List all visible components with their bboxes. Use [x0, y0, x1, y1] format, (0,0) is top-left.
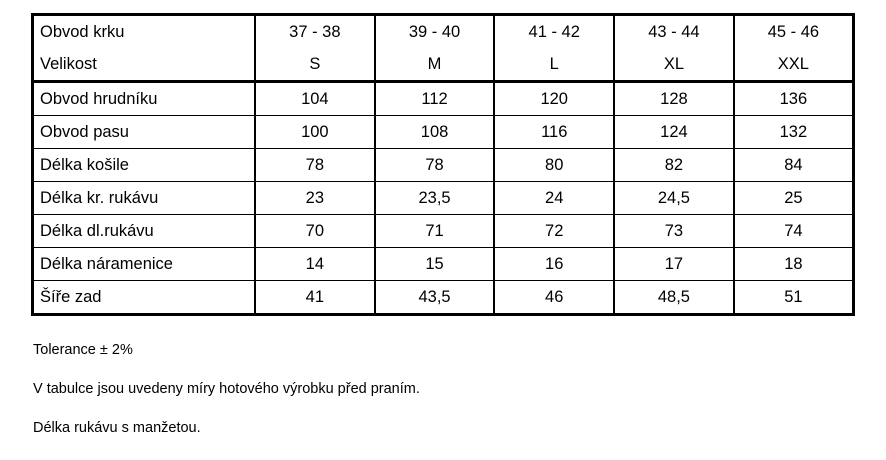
- row-value: 82: [614, 149, 734, 182]
- row-value: 104: [255, 82, 375, 116]
- row-value: S: [255, 48, 375, 82]
- row-label: Délka náramenice: [33, 248, 256, 281]
- row-label: Obvod krku: [33, 15, 256, 49]
- size-table: [31, 13, 855, 316]
- row-value: 18: [734, 248, 854, 281]
- row-label: Délka kr. rukávu: [33, 182, 256, 215]
- row-value: L: [494, 48, 614, 82]
- row-value: 39 - 40: [375, 15, 495, 49]
- row-value: 24,5: [614, 182, 734, 215]
- row-value: 112: [375, 82, 495, 116]
- row-value: 25: [734, 182, 854, 215]
- row-label: Velikost: [33, 48, 256, 82]
- table-row: [33, 149, 854, 182]
- row-value: 70: [255, 215, 375, 248]
- note-measurements: V tabulce jsou uvedeny míry hotového výrobku před praním.: [33, 380, 420, 397]
- row-value: 100: [255, 116, 375, 149]
- row-value: 84: [734, 149, 854, 182]
- row-value: XL: [614, 48, 734, 82]
- row-value: 45 - 46: [767, 23, 820, 41]
- row-value: 15: [375, 248, 495, 281]
- note-tolerance: Tolerance ± 2%: [33, 342, 133, 358]
- size-table-body: [33, 15, 854, 315]
- row-value: 128: [614, 82, 734, 116]
- row-value: 120: [494, 82, 614, 116]
- row-value: 51: [784, 288, 803, 306]
- table-row: [33, 281, 854, 315]
- row-value: 14: [255, 248, 375, 281]
- row-value: 41: [255, 281, 375, 315]
- table-row: [33, 248, 854, 281]
- row-value: M: [375, 48, 495, 82]
- row-label: Šíře zad: [33, 281, 256, 315]
- row-value: 124: [614, 116, 734, 149]
- row-value: XXL: [734, 48, 854, 82]
- row-value: 73: [614, 215, 734, 248]
- row-label: Délka košile: [33, 149, 256, 182]
- row-value: 78: [375, 149, 495, 182]
- table-row: [33, 182, 854, 215]
- notes-section: [33, 343, 833, 460]
- table-row: [33, 48, 854, 82]
- row-value: 16: [494, 248, 614, 281]
- row-label: Obvod pasu: [33, 116, 256, 149]
- row-value: 72: [494, 215, 614, 248]
- table-row: [33, 82, 854, 116]
- row-value: 80: [494, 149, 614, 182]
- row-value: 136: [734, 82, 854, 116]
- row-value: 37 - 38: [255, 15, 375, 49]
- row-value: 43 - 44: [614, 15, 734, 49]
- table-row: [33, 15, 854, 49]
- row-value: 23,5: [375, 182, 495, 215]
- row-value: 24: [494, 182, 614, 215]
- row-value: 17: [614, 248, 734, 281]
- row-value: 78: [255, 149, 375, 182]
- row-value: 108: [375, 116, 495, 149]
- row-value: 48,5: [614, 281, 734, 315]
- row-label: Délka dl.rukávu: [33, 215, 256, 248]
- size-table-container: [31, 13, 855, 316]
- row-value: 71: [375, 215, 495, 248]
- table-row: [33, 116, 854, 149]
- row-value: 74: [734, 215, 854, 248]
- row-value: 43,5: [375, 281, 495, 315]
- row-value: 132: [734, 116, 854, 149]
- row-value: 41 - 42: [494, 15, 614, 49]
- table-row: [33, 215, 854, 248]
- row-value: 23: [255, 182, 375, 215]
- row-value: 116: [494, 116, 614, 149]
- note-sleeve: Délka rukávu s manžetou.: [33, 419, 201, 436]
- row-label: Obvod hrudníku: [33, 82, 256, 116]
- row-value: 46: [494, 281, 614, 315]
